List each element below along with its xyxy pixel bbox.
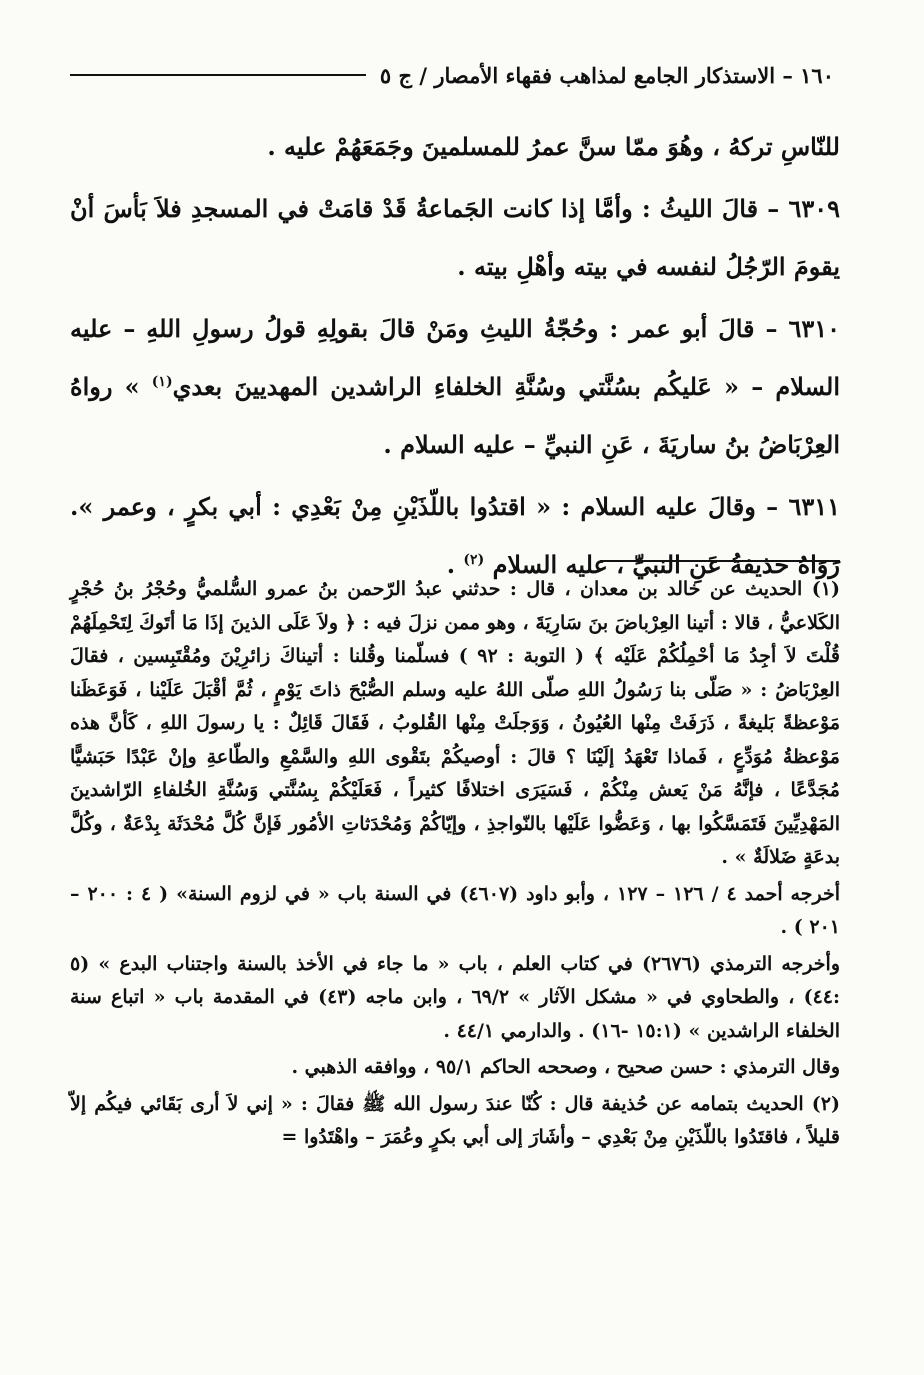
page-header — [70, 60, 834, 90]
paragraph-6311: ٦٣١١ – وقالَ عليه السلام : « اقتدُوا باللّذَيْنِ مِنْ بَعْدِي : أبي بكرٍ ، وعمر ». رَوَاهُ حذيفةُ عَنِ النبيِّ ، عليه السلام $^{(٢)}$ . — [70, 492, 840, 579]
main-text — [70, 118, 840, 598]
footnote-1-citation-tirmidhi: وأخرجه الترمذي (٢٦٧٦) في كتاب العلم ، باب « ما جاء في الأخذ بالسنة واجتناب البدع » (٥ :٤٤) ، والطحاوي في « مشكل الآثار » ٦٩/٢ ، وابن ماجه (٤٣) في المقدمة باب « اتباع سنة الخلفاء الراشدين » (١٥:١ -١٦) . والدارمي ٤٤/١ . — [70, 952, 841, 1042]
paragraph-continuation: للنّاسِ تركهُ ، وهُوَ ممّا سنَّ عمرُ للمسلمينَ وجَمَعَهُمْ عليه . — [267, 132, 840, 161]
footnote-ref-2[interactable]: (٢) — [463, 552, 485, 568]
footnote-2 — [70, 1088, 840, 1155]
paragraph-6309: ٦٣٠٩ – قالَ الليثُ : وأمَّا إذا كانت الجَماعةُ قَدْ قامَتْ في المسجدِ فلاَ بَأسَ أنْ يقومَ الرّجُلُ لنفسه في بيته وأهْلِ بيته . — [70, 194, 840, 281]
footnote-1-citation-ahmad: أخرجه أحمد ٤ / ١٢٦ – ١٢٧ ، وأبو داود (٤٦٠٧) في السنة باب « في لزوم السنة» ( ٤ : ٢٠٠ – ٢٠١ ) . — [70, 882, 840, 938]
footnotes — [70, 573, 840, 1158]
footnote-ref-1[interactable]: (١) — [151, 374, 173, 390]
footnote-1-grading: وقال الترمذي : حسن صحيح ، وصححه الحاكم ٩٥/١ ، ووافقه الذهبي . — [291, 1056, 840, 1078]
footnote-1-label: (١) — [811, 578, 840, 600]
footnote-separator — [600, 560, 840, 562]
paragraph-6310: ٦٣١٠ – قالَ أبو عمر : وحُجّةُ الليثِ ومَنْ قالَ بقولِهِ قولُ رسولِ اللهِ – عليه السلام – « عَليكُم بسُنَّتي وسُنَّةِ الخلفاءِ الراشدين المهديينَ بعدي$^{(١)}$ » رواهُ العِرْبَاضُ بنُ ساريَةَ ، عَنِ النبيِّ – عليه السلام . — [70, 314, 840, 459]
footnote-1-text: الحديث عن خالد بن معدان ، قال : حدثني عبدُ الرّحمن بنُ عمرو السُّلميُّ وحُجْرُ بنُ حُجْرٍ الكَلاعيُّ ، قالا : أتينا العِرْباضَ بنَ سَارِيَةَ ، وهو ممن نزلَ فيه : ﴿ ولاَ عَلَى الذينَ إذَا مَا أتَوكَ لِتَحْمِلَهُمْ قُلْتَ لاَ أجِدُ مَا أحْمِلُكُمْ عَلَيْه ﴾ ( التوبة : ٩٢ ) فسلّمنا وقُلنا : أتيناكَ زائرِيْنَ ومُقْتَبِسين ، فقالَ العِرْبَاضُ : « صَلّى بنا رَسُولُ اللهِ صلّى اللهُ عليه وسلم الصُّبْحَ ذاتَ يَوْمٍ ، ثُمَّ أقْبَلَ عَلَيْنا ، فَوَعَظَنا مَوْعظةً بَليغةً ، ذَرَفَتْ مِنْها العُيُونُ ، وَوَجلَتْ مِنْها القُلوبُ ، فَقَالَ قَائِلٌ : يا رسولَ اللهِ ، كَأنَّ هذه مَوْعظةُ مُوَدِّعٍ ، فَماذا تَعْهَدُ إلَيْنَا ؟ قالَ : أوصيكُمْ بتَقْوى اللهِ والسَّمْعِ والطّاعةِ وإنْ عَبْدًا حَبَشيًّا مُجَدَّعًا ، فإنَّهُ مَنْ يَعش مِنْكُمْ ، فَسَيَرَى اختلافًا كثيراً ، فَعَلَيْكُمْ بِسُنَّتي وَسُنَّةِ الخُلفاءِ الرّاشدينَ المَهْدِيِّينَ فَتَمَسَّكُوا بها ، وَعَضُّوا عَلَيْها بالنّواجذِ ، وإيّاكُمْ وَمُحْدَثاتِ الأمُور فَإنَّ كُلَّ مُحْدَثَة بِدْعَةٌ ، وكُلَّ بدعَةٍ ضَلالَةٌ » . — [70, 578, 840, 868]
running-head: ١٦٠ – الاستذكار الجامع لمذاهب فقهاء الأمصار / ج ٥ — [379, 62, 834, 88]
header-rule — [70, 74, 366, 76]
footnote-2-text: الحديث بتمامه عن حُذيفة قال : كُنّا عندَ رسول الله ﷺ فقالَ : « إني لاَ أرى بَقَائي فيكُم إلاّ قليلاً ، فاقتَدُوا باللّذَيْنِ مِنْ بَعْدِي – وأشَارَ إلى أبي بكرٍ وعُمَرَ – واهْتَدُوا = — [70, 1092, 840, 1148]
footnote-1 — [70, 573, 840, 875]
footnote-2-label: (٢) — [811, 1092, 840, 1115]
